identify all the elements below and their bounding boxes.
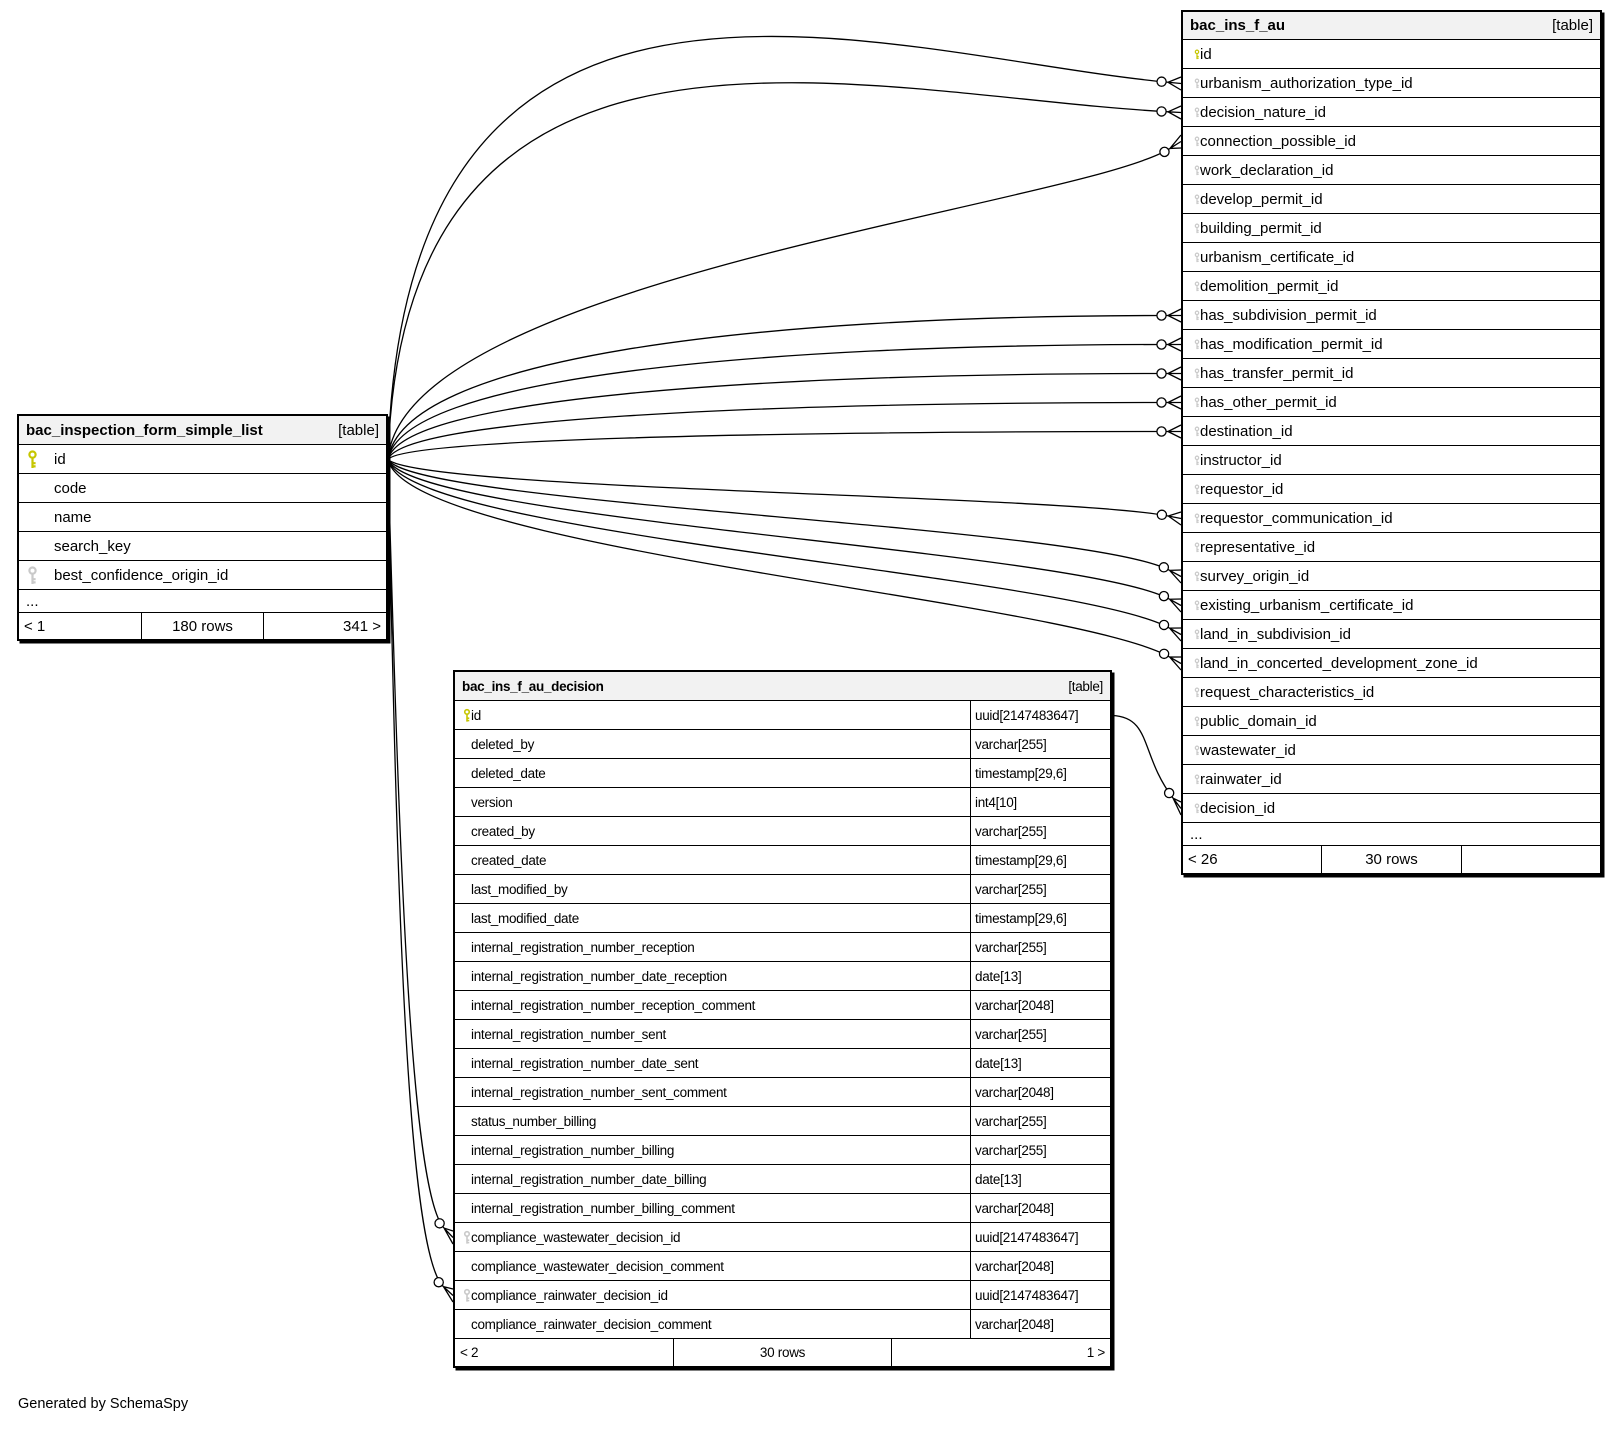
- key-slot: [455, 1228, 471, 1247]
- generator-note: Generated by SchemaSpy: [18, 1396, 189, 1412]
- table-row: [1183, 591, 1600, 620]
- column-name: internal_registration_number_reception_comment: [471, 997, 756, 1013]
- table-row: [1183, 301, 1600, 330]
- column-name: last_modified_by: [471, 881, 568, 897]
- column-name: search_key: [54, 537, 131, 555]
- column-name: land_in_concerted_development_zone_id: [1200, 654, 1478, 672]
- column-name: demolition_permit_id: [1200, 277, 1339, 295]
- key-slot: [1183, 567, 1200, 586]
- column-name: has_other_permit_id: [1200, 393, 1337, 411]
- zero-or-one-circle-marker: [1157, 77, 1166, 86]
- table-row: [1183, 185, 1600, 214]
- fk-relationship-line: [388, 460, 1170, 600]
- table-row: [455, 1310, 1110, 1339]
- column-name: status_number_billing: [471, 1113, 597, 1129]
- column-type: varchar[2048]: [970, 1078, 1110, 1106]
- key-slot: [1183, 480, 1200, 499]
- table-row: [19, 474, 386, 503]
- column-name: requestor_id: [1200, 480, 1284, 498]
- column-name: created_by: [471, 823, 535, 839]
- fk-relationship-line: [388, 460, 1170, 629]
- column-type: varchar[2048]: [970, 1310, 1110, 1338]
- table-row: [455, 730, 1110, 759]
- table-title[interactable]: bac_ins_f_au: [1190, 17, 1286, 34]
- table-row: [455, 1165, 1110, 1194]
- column-type: varchar[2048]: [970, 1194, 1110, 1222]
- fk-relationship-line: [388, 460, 443, 1287]
- table-row: [455, 875, 1110, 904]
- table-row: [455, 1252, 1110, 1281]
- column-type: date[13]: [970, 962, 1110, 990]
- column-name: building_permit_id: [1200, 219, 1322, 237]
- key-slot: [1183, 335, 1200, 354]
- footer-right: 1 >: [891, 1339, 1110, 1366]
- column-name: has_transfer_permit_id: [1200, 364, 1354, 382]
- column-name: best_confidence_origin_id: [54, 566, 229, 584]
- table-row: [455, 962, 1110, 991]
- column-name: code: [54, 479, 87, 497]
- table-row: [1183, 40, 1600, 69]
- zero-or-one-circle-marker: [1165, 788, 1174, 797]
- table-row: [1183, 765, 1600, 794]
- footer-left: < 26: [1188, 851, 1218, 868]
- key-slot: [1183, 190, 1200, 209]
- column-name: decision_nature_id: [1200, 103, 1326, 121]
- crow-foot-marker: [1170, 599, 1181, 612]
- table-row: [1183, 98, 1600, 127]
- table-badge: [table]: [338, 421, 379, 439]
- column-type: varchar[255]: [970, 817, 1110, 845]
- footer-rowcount: 30 rows: [673, 1339, 892, 1366]
- crow-foot-marker: [1168, 425, 1181, 438]
- column-name: id: [471, 707, 481, 723]
- table-row: [1183, 446, 1600, 475]
- column-type: varchar[2048]: [970, 991, 1110, 1019]
- key-slot: [1183, 538, 1200, 557]
- column-type: timestamp[29,6]: [970, 846, 1110, 874]
- table-row: [1183, 214, 1600, 243]
- column-name: internal_registration_number_date_reception: [471, 968, 727, 984]
- table-row: [1183, 359, 1600, 388]
- crow-foot-marker: [1168, 309, 1181, 322]
- key-slot: [1183, 248, 1200, 267]
- table-footer: [19, 613, 386, 639]
- primary-key-icon: [27, 450, 38, 469]
- crow-foot-marker: [1170, 570, 1181, 583]
- column-type: date[13]: [970, 1049, 1110, 1077]
- column-type: timestamp[29,6]: [970, 904, 1110, 932]
- column-name: compliance_rainwater_decision_comment: [471, 1316, 712, 1332]
- foreign-key-icon: [463, 1228, 471, 1247]
- footer-rowcount: 180 rows: [141, 613, 264, 639]
- table-header: [455, 672, 1110, 701]
- crow-foot-marker: [1170, 628, 1181, 641]
- zero-or-one-circle-marker: [1157, 107, 1166, 116]
- key-slot: [1183, 277, 1200, 296]
- key-slot: [1183, 625, 1200, 644]
- column-name: internal_registration_number_date_sent: [471, 1055, 699, 1071]
- key-slot: [1183, 45, 1200, 64]
- column-name: created_date: [471, 852, 547, 868]
- column-name: compliance_wastewater_decision_comment: [471, 1258, 724, 1274]
- table-row: [1183, 620, 1600, 649]
- column-type: varchar[255]: [970, 1107, 1110, 1135]
- column-name: compliance_wastewater_decision_id: [471, 1229, 681, 1245]
- column-type: uuid[2147483647]: [970, 1281, 1110, 1309]
- table-row: [1183, 272, 1600, 301]
- table-row: [19, 445, 386, 474]
- fk-relationship-line: [388, 432, 1168, 460]
- key-slot: [1183, 74, 1200, 93]
- column-name: decision_id: [1200, 799, 1276, 817]
- column-type: varchar[255]: [970, 1020, 1110, 1048]
- column-name: rainwater_id: [1200, 770, 1282, 788]
- key-slot: [1183, 364, 1200, 383]
- crow-foot-marker: [1168, 396, 1181, 409]
- column-name: id: [54, 450, 66, 468]
- column-type: varchar[2048]: [970, 1252, 1110, 1280]
- column-name: internal_registration_number_billing: [471, 1142, 675, 1158]
- fk-relationship-line: [388, 36, 1168, 459]
- zero-or-one-circle-marker: [1157, 311, 1166, 320]
- column-name: requestor_communication_id: [1200, 509, 1393, 527]
- table-row: [1183, 736, 1600, 765]
- foreign-key-icon: [27, 566, 38, 585]
- table-header: [1183, 12, 1600, 40]
- fk-relationship-line: [388, 345, 1168, 460]
- key-slot: [1183, 422, 1200, 441]
- column-name: representative_id: [1200, 538, 1316, 556]
- table-row: [1183, 678, 1600, 707]
- fk-relationship-line: [388, 148, 1170, 459]
- column-name: existing_urbanism_certificate_id: [1200, 596, 1414, 614]
- column-name: has_modification_permit_id: [1200, 335, 1383, 353]
- column-type: int4[10]: [970, 788, 1110, 816]
- key-slot: [1183, 219, 1200, 238]
- table-row: [455, 1107, 1110, 1136]
- table-row: [1183, 649, 1600, 678]
- key-slot: [1183, 741, 1200, 760]
- table-row: [1183, 330, 1600, 359]
- column-name: deleted_date: [471, 765, 546, 781]
- table-footer: [1183, 846, 1600, 873]
- zero-or-one-circle-marker: [1157, 510, 1166, 519]
- table-row: [455, 991, 1110, 1020]
- column-type: uuid[2147483647]: [970, 1223, 1110, 1251]
- table-row: [455, 846, 1110, 875]
- column-type: varchar[255]: [970, 1136, 1110, 1164]
- key-slot: [1183, 306, 1200, 325]
- key-slot: [19, 450, 54, 469]
- column-type: varchar[255]: [970, 933, 1110, 961]
- table-row: [455, 1281, 1110, 1310]
- column-name: urbanism_authorization_type_id: [1200, 74, 1413, 92]
- table-row: [455, 759, 1110, 788]
- column-name: has_subdivision_permit_id: [1200, 306, 1377, 324]
- column-name: destination_id: [1200, 422, 1293, 440]
- table-row: [1183, 475, 1600, 504]
- table-row: [455, 1194, 1110, 1223]
- crow-foot-marker: [1168, 338, 1181, 351]
- fk-relationship-line: [388, 460, 444, 1229]
- table-row: [19, 561, 386, 590]
- table-row: [455, 1136, 1110, 1165]
- table-row: [455, 701, 1110, 730]
- table-row: [455, 1020, 1110, 1049]
- fk-relationship-line: [1112, 716, 1173, 799]
- footer-right: 341 >: [263, 613, 386, 639]
- table-badge: [table]: [1068, 678, 1103, 694]
- table-row: [455, 817, 1110, 846]
- key-slot: [1183, 451, 1200, 470]
- key-slot: [455, 1286, 471, 1305]
- fk-relationship-line: [388, 316, 1168, 460]
- column-name: last_modified_date: [471, 910, 579, 926]
- column-name: urbanism_certificate_id: [1200, 248, 1355, 266]
- column-type: uuid[2147483647]: [970, 701, 1110, 729]
- zero-or-one-circle-marker: [1160, 147, 1169, 156]
- zero-or-one-circle-marker: [434, 1278, 443, 1287]
- column-name: wastewater_id: [1200, 741, 1296, 759]
- table-bac_ins_f_au_decision: [453, 670, 1112, 1368]
- key-slot: [1183, 712, 1200, 731]
- zero-or-one-circle-marker: [1159, 649, 1168, 658]
- crow-foot-marker: [1173, 798, 1181, 815]
- table-row: [1183, 156, 1600, 185]
- column-name: work_declaration_id: [1200, 161, 1334, 179]
- table-badge: [table]: [1552, 17, 1593, 34]
- table-row: [455, 788, 1110, 817]
- column-name: request_characteristics_id: [1200, 683, 1375, 701]
- table-row: [455, 933, 1110, 962]
- crow-foot-marker: [1170, 135, 1181, 148]
- column-name: id: [1200, 45, 1212, 63]
- column-name: instructor_id: [1200, 451, 1282, 469]
- key-slot: [1183, 654, 1200, 673]
- table-row: [1183, 504, 1600, 533]
- table-row: [1183, 562, 1600, 591]
- key-slot: [1183, 683, 1200, 702]
- column-name: develop_permit_id: [1200, 190, 1323, 208]
- key-slot: [1183, 103, 1200, 122]
- foreign-key-icon: [463, 1286, 471, 1305]
- primary-key-icon: [463, 706, 471, 725]
- column-name: deleted_by: [471, 736, 535, 752]
- table-row: [1183, 417, 1600, 446]
- crow-foot-marker: [1168, 106, 1181, 119]
- table-row: [1183, 243, 1600, 272]
- crow-foot-marker: [1168, 367, 1181, 380]
- column-name: internal_registration_number_sent_comment: [471, 1084, 727, 1100]
- hidden-columns-ellipsis: ...: [1183, 823, 1600, 846]
- table-title[interactable]: bac_inspection_form_simple_list: [26, 421, 263, 439]
- column-name: internal_registration_number_sent: [471, 1026, 666, 1042]
- zero-or-one-circle-marker: [435, 1219, 444, 1228]
- key-slot: [19, 566, 54, 585]
- column-name: land_in_subdivision_id: [1200, 625, 1351, 643]
- column-type: date[13]: [970, 1165, 1110, 1193]
- key-slot: [1183, 799, 1200, 818]
- table-title[interactable]: bac_ins_f_au_decision: [462, 678, 604, 694]
- column-name: connection_possible_id: [1200, 132, 1356, 150]
- footer-left: < 2: [460, 1345, 479, 1360]
- table-row: [19, 532, 386, 561]
- key-slot: [1183, 596, 1200, 615]
- footer-rowcount: 30 rows: [1321, 846, 1460, 873]
- crow-foot-marker: [444, 1228, 453, 1244]
- fk-relationship-line: [388, 374, 1168, 460]
- table-row: [1183, 127, 1600, 156]
- key-slot: [1183, 393, 1200, 412]
- table-row: [1183, 388, 1600, 417]
- fk-relationship-line: [388, 460, 1168, 517]
- crow-foot-marker: [1168, 77, 1181, 90]
- zero-or-one-circle-marker: [1159, 563, 1168, 572]
- column-name: compliance_rainwater_decision_id: [471, 1287, 668, 1303]
- zero-or-one-circle-marker: [1157, 369, 1166, 378]
- column-type: varchar[255]: [970, 875, 1110, 903]
- key-slot: [1183, 770, 1200, 789]
- key-slot: [1183, 132, 1200, 151]
- column-name: public_domain_id: [1200, 712, 1317, 730]
- column-type: timestamp[29,6]: [970, 759, 1110, 787]
- column-name: survey_origin_id: [1200, 567, 1310, 585]
- zero-or-one-circle-marker: [1159, 592, 1168, 601]
- column-name: name: [54, 508, 92, 526]
- column-type: varchar[255]: [970, 730, 1110, 758]
- crow-foot-marker: [1168, 512, 1181, 525]
- footer-right: [1461, 846, 1600, 873]
- table-row: [1183, 707, 1600, 736]
- table-bac_ins_f_au: [1181, 10, 1602, 875]
- column-name: internal_registration_number_reception: [471, 939, 695, 955]
- table-footer: [455, 1339, 1110, 1366]
- hidden-columns-ellipsis: ...: [19, 590, 386, 613]
- table-row: [1183, 69, 1600, 98]
- zero-or-one-circle-marker: [1159, 620, 1168, 629]
- key-slot: [1183, 509, 1200, 528]
- column-name: internal_registration_number_date_billing: [471, 1171, 707, 1187]
- table-row: [19, 503, 386, 532]
- column-name: version: [471, 794, 513, 810]
- zero-or-one-circle-marker: [1157, 340, 1166, 349]
- table-row: [1183, 533, 1600, 562]
- table-bac_inspection_form_simple_list: [17, 414, 388, 641]
- crow-foot-marker: [1170, 657, 1181, 670]
- key-slot: [455, 706, 471, 725]
- table-row: [1183, 794, 1600, 823]
- fk-relationship-line: [388, 460, 1170, 571]
- table-row: [455, 1078, 1110, 1107]
- table-header: [19, 416, 386, 445]
- zero-or-one-circle-marker: [1157, 398, 1166, 407]
- zero-or-one-circle-marker: [1157, 427, 1166, 436]
- table-row: [455, 904, 1110, 933]
- crow-foot-marker: [443, 1287, 453, 1302]
- fk-relationship-line: [388, 403, 1168, 460]
- table-row: [455, 1223, 1110, 1252]
- table-row: [455, 1049, 1110, 1078]
- column-name: internal_registration_number_billing_comment: [471, 1200, 735, 1216]
- footer-left: < 1: [24, 617, 46, 635]
- key-slot: [1183, 161, 1200, 180]
